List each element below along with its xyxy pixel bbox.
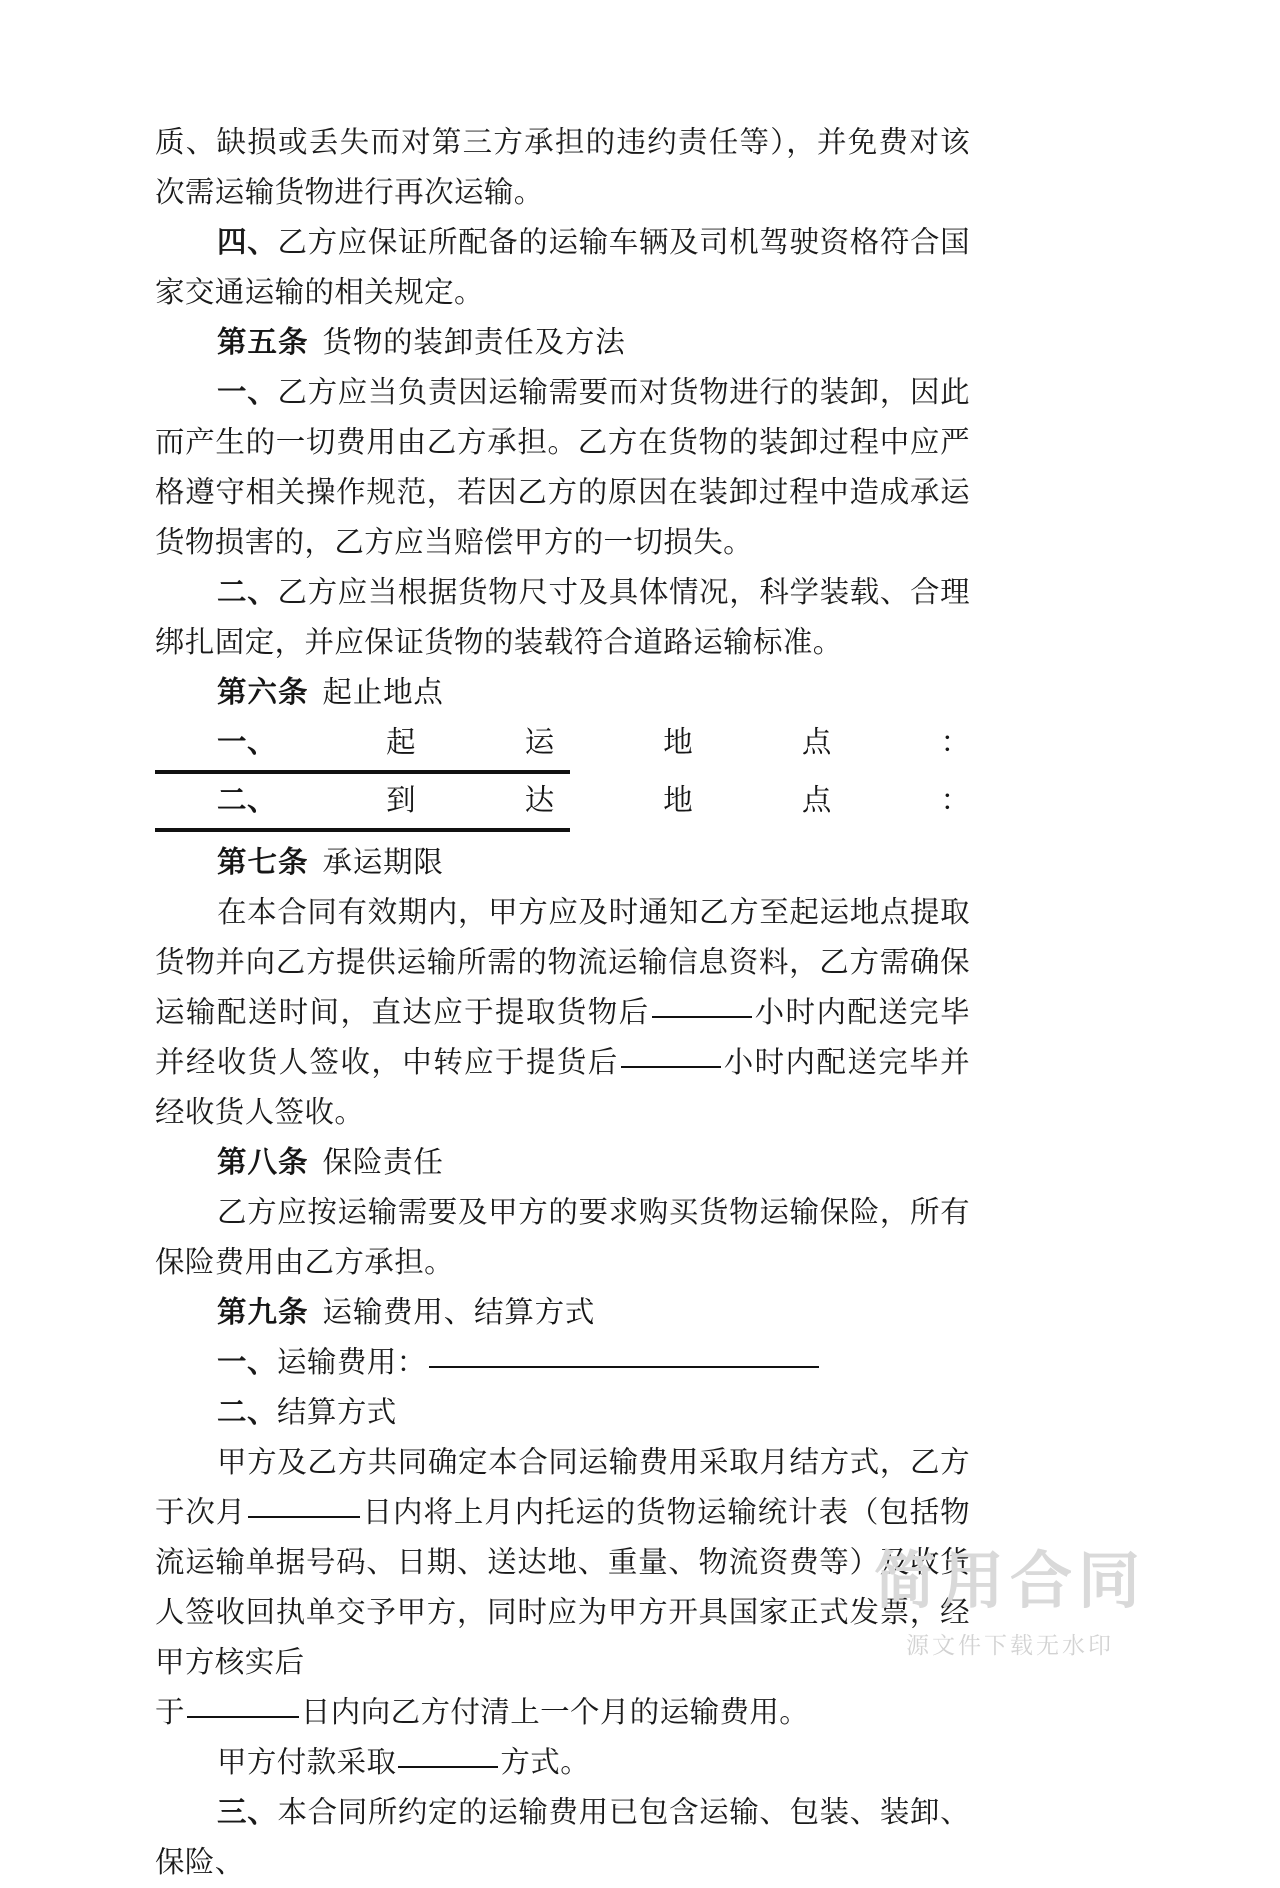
article-seven-title: 承运期限 (322, 847, 444, 879)
article-six-origin-line (155, 718, 970, 768)
article-seven-body-part-3: 小时内配送完毕并经收货人签收。 (155, 1047, 970, 1129)
article-six-number: 第六条 (217, 677, 309, 709)
watermark-sub-text: 源文件下载无水印 (906, 1632, 1114, 1658)
article-nine-item-three-text: 本合同所约定的运输费用已包含运输、包装、装卸、保险、 (155, 1797, 970, 1879)
article-nine-item-one-label: 一、 (217, 1347, 278, 1379)
article-eight-title: 保险责任 (322, 1147, 444, 1179)
settlement-paragraph (155, 1438, 970, 1688)
settlement-part-3-prefix: 于 (155, 1697, 185, 1729)
destination-colon: ： (940, 785, 970, 817)
continued-paragraph: 质、缺损或丢失而对第三方承担的违约责任等），并免费对该次需运输货物进行再次运输。 (155, 127, 970, 209)
freight-cost-blank[interactable] (429, 1366, 819, 1368)
payment-method-prefix: 甲方付款采取 (217, 1747, 397, 1779)
item-four-text: 乙方应保证所配备的运输车辆及司机驾驶资格符合国家交通运输的相关规定。 (155, 227, 970, 309)
watermark-main-text: 简用合同 (873, 1547, 1146, 1616)
destination-char-2: 达 (524, 785, 555, 817)
article-nine-heading (155, 1288, 970, 1338)
article-five-title: 货物的装卸责任及方法 (322, 327, 626, 359)
origin-char-4: 点 (801, 727, 832, 759)
article-seven-number: 第七条 (217, 847, 309, 879)
article-nine-number: 第九条 (217, 1297, 309, 1329)
article-five-item-two-text: 乙方应当根据货物尺寸及具体情况，科学装载、合理绑扎固定，并应保证货物的装载符合道路运输标准。 (155, 577, 970, 659)
origin-colon: ： (940, 727, 970, 759)
article-five-item-two (155, 568, 970, 668)
item-four (155, 218, 970, 318)
destination-label: 二、 (217, 785, 278, 817)
settlement-payment-line (155, 1688, 970, 1738)
article-five-number: 第五条 (217, 327, 309, 359)
article-nine-item-one-text: 运输费用： (277, 1347, 427, 1379)
delivery-hours-transfer-blank[interactable] (621, 1066, 721, 1068)
article-five-item-two-label: 二、 (217, 577, 278, 609)
article-eight-number: 第八条 (217, 1147, 309, 1179)
payment-method-suffix: 方式。 (500, 1747, 591, 1779)
article-nine-item-one (155, 1338, 970, 1388)
article-seven-heading (155, 838, 970, 888)
article-five-item-one-text: 乙方应当负责因运输需要而对货物进行的装卸，因此而产生的一切费用由乙方承担。乙方在货物的装卸过程中应严格遵守相关操作规范，若因乙方的原因在装卸过程中造成承运货物损害的，乙方应当赔偿甲方的一切损失。 (155, 377, 970, 559)
article-eight-body: 乙方应按运输需要及甲方的要求购买货物运输保险，所有保险费用由乙方承担。 (155, 1197, 970, 1279)
settlement-day-blank-1[interactable] (248, 1516, 360, 1518)
article-nine-title: 运输费用、结算方式 (322, 1297, 596, 1329)
destination-char-4: 点 (801, 785, 832, 817)
article-nine-item-three-label: 三、 (217, 1797, 278, 1829)
article-nine-item-two-text: 结算方式 (277, 1397, 397, 1429)
article-seven-body-part-1: 在本合同有效期内，甲方应及时通知乙方至起运地点提取货物并向乙方提供运输所需的物流运输信息资料，乙方需确保运输配送时间，直达应于提取货物后 (155, 897, 970, 1029)
article-eight-heading (155, 1138, 970, 1188)
article-six-heading (155, 668, 970, 718)
article-seven-body-part-2: 小时内配送完毕并经收货人签收，中转应于提货后 (155, 997, 970, 1079)
document-body (155, 118, 970, 1888)
article-nine-item-two (155, 1388, 970, 1438)
article-six-destination-line (155, 776, 970, 826)
origin-label: 一、 (217, 727, 278, 759)
payment-method-blank[interactable] (398, 1766, 498, 1768)
settlement-part-1: 甲方及乙方共同确定本合同运输费用采取月结方式，乙方于次月 (155, 1447, 970, 1529)
article-seven-body (155, 888, 970, 1138)
destination-char-3: 地 (663, 785, 693, 817)
item-four-label: 四、 (217, 227, 278, 259)
origin-char-2: 运 (524, 727, 555, 759)
article-six-title: 起止地点 (322, 677, 444, 709)
article-five-heading (155, 318, 970, 368)
delivery-hours-direct-blank[interactable] (652, 1016, 752, 1018)
settlement-part-3: 日内向乙方付清上一个月的运输费用。 (300, 1697, 810, 1729)
article-nine-item-two-label: 二、 (217, 1397, 278, 1429)
origin-char-3: 地 (663, 727, 693, 759)
payment-method-line (155, 1738, 970, 1788)
settlement-day-blank-2[interactable] (187, 1716, 299, 1718)
article-nine-item-three (155, 1788, 970, 1888)
article-five-item-one (155, 368, 970, 568)
settlement-part-2: 日内将上月内托运的货物运输统计表（包括物流运输单据号码、日期、送达地、重量、物流资费等）及收货人签收回执单交予甲方，同时应为甲方开具国家正式发票，经甲方核实后 (155, 1497, 970, 1679)
destination-char-1: 到 (386, 785, 416, 817)
article-five-item-one-label: 一、 (217, 377, 278, 409)
origin-char-1: 起 (386, 727, 416, 759)
